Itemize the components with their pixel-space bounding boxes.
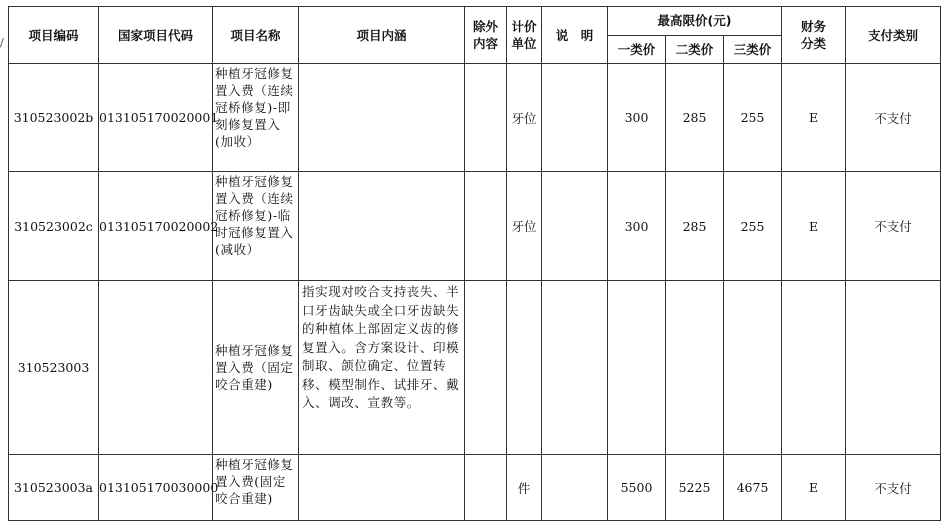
- cell-name: 种植牙冠修复置入费（连续冠桥修复)-临时冠修复置入(减收）: [213, 172, 299, 281]
- table-row: [9, 172, 941, 281]
- cell-payment: 不支付: [846, 455, 941, 521]
- cell-payment: 不支付: [846, 172, 941, 281]
- cell-finance: E: [782, 172, 846, 281]
- cell-name: 种植牙冠修复置入费（连续冠桥修复)-即刻修复置入(加收）: [213, 64, 299, 172]
- cell-content: [299, 172, 465, 281]
- cell-class3: 255: [724, 172, 782, 281]
- cell-national-code: 013105170030000: [99, 455, 213, 521]
- table-row: [9, 455, 941, 521]
- cell-class1: 300: [608, 172, 666, 281]
- header-class1: 一类价: [608, 35, 666, 64]
- cell-class2: 285: [666, 172, 724, 281]
- cell-excluded: [465, 281, 507, 455]
- cell-class1: [608, 281, 666, 455]
- header-row-1: [9, 7, 941, 36]
- header-max-price: 最高限价(元): [608, 7, 782, 36]
- cell-unit: [507, 281, 542, 455]
- cell-class3: 4675: [724, 455, 782, 521]
- cell-payment: 不支付: [846, 64, 941, 172]
- cell-class3: [724, 281, 782, 455]
- header-note: 说 明: [542, 7, 608, 64]
- header-class3: 三类价: [724, 35, 782, 64]
- header-class2: 二类价: [666, 35, 724, 64]
- cell-note: [542, 172, 608, 281]
- cell-code: 310523002c: [9, 172, 99, 281]
- cell-class1: 300: [608, 64, 666, 172]
- cell-payment: [846, 281, 941, 455]
- header-unit: 计价 单位: [507, 7, 542, 64]
- cell-name: 种植牙冠修复置入费(固定咬合重建): [213, 455, 299, 521]
- cell-content: 指实现对咬合支持丧失、半口牙齿缺失或全口牙齿缺失的种植体上部固定义齿的修复置入。含方案设计、印模制取、颌位确定、位置转移、模型制作、试排牙、戴入、调改、宣教等。: [299, 281, 465, 455]
- cell-code: 310523003: [9, 281, 99, 455]
- header-name: 项目名称: [213, 7, 299, 64]
- cell-excluded: [465, 64, 507, 172]
- table-row: [9, 64, 941, 172]
- cell-finance: [782, 281, 846, 455]
- cell-code: 310523003a: [9, 455, 99, 521]
- cell-finance: E: [782, 64, 846, 172]
- cell-class2: 285: [666, 64, 724, 172]
- cell-class3: 255: [724, 64, 782, 172]
- cell-national-code: 013105170020002: [99, 172, 213, 281]
- cell-excluded: [465, 172, 507, 281]
- header-payment: 支付类别: [846, 7, 941, 64]
- cell-excluded: [465, 455, 507, 521]
- cell-unit: 牙位: [507, 172, 542, 281]
- header-excluded: 除外 内容: [465, 7, 507, 64]
- cell-class2: [666, 281, 724, 455]
- cell-note: [542, 455, 608, 521]
- header-code: 项目编码: [9, 7, 99, 64]
- edge-mark: /: [0, 36, 4, 49]
- table-row: [9, 281, 941, 455]
- cell-unit: 牙位: [507, 64, 542, 172]
- cell-finance: E: [782, 455, 846, 521]
- header-finance: 财务 分类: [782, 7, 846, 64]
- cell-national-code: [99, 281, 213, 455]
- cell-content: [299, 64, 465, 172]
- cell-class2: 5225: [666, 455, 724, 521]
- cell-national-code: 013105170020001: [99, 64, 213, 172]
- header-national-code: 国家项目代码: [99, 7, 213, 64]
- header-content: 项目内涵: [299, 7, 465, 64]
- cell-code: 310523002b: [9, 64, 99, 172]
- price-table: [8, 6, 941, 521]
- cell-note: [542, 281, 608, 455]
- cell-name: 种植牙冠修复置入费（固定咬合重建): [213, 281, 299, 455]
- cell-unit: 件: [507, 455, 542, 521]
- cell-content: [299, 455, 465, 521]
- cell-class1: 5500: [608, 455, 666, 521]
- cell-note: [542, 64, 608, 172]
